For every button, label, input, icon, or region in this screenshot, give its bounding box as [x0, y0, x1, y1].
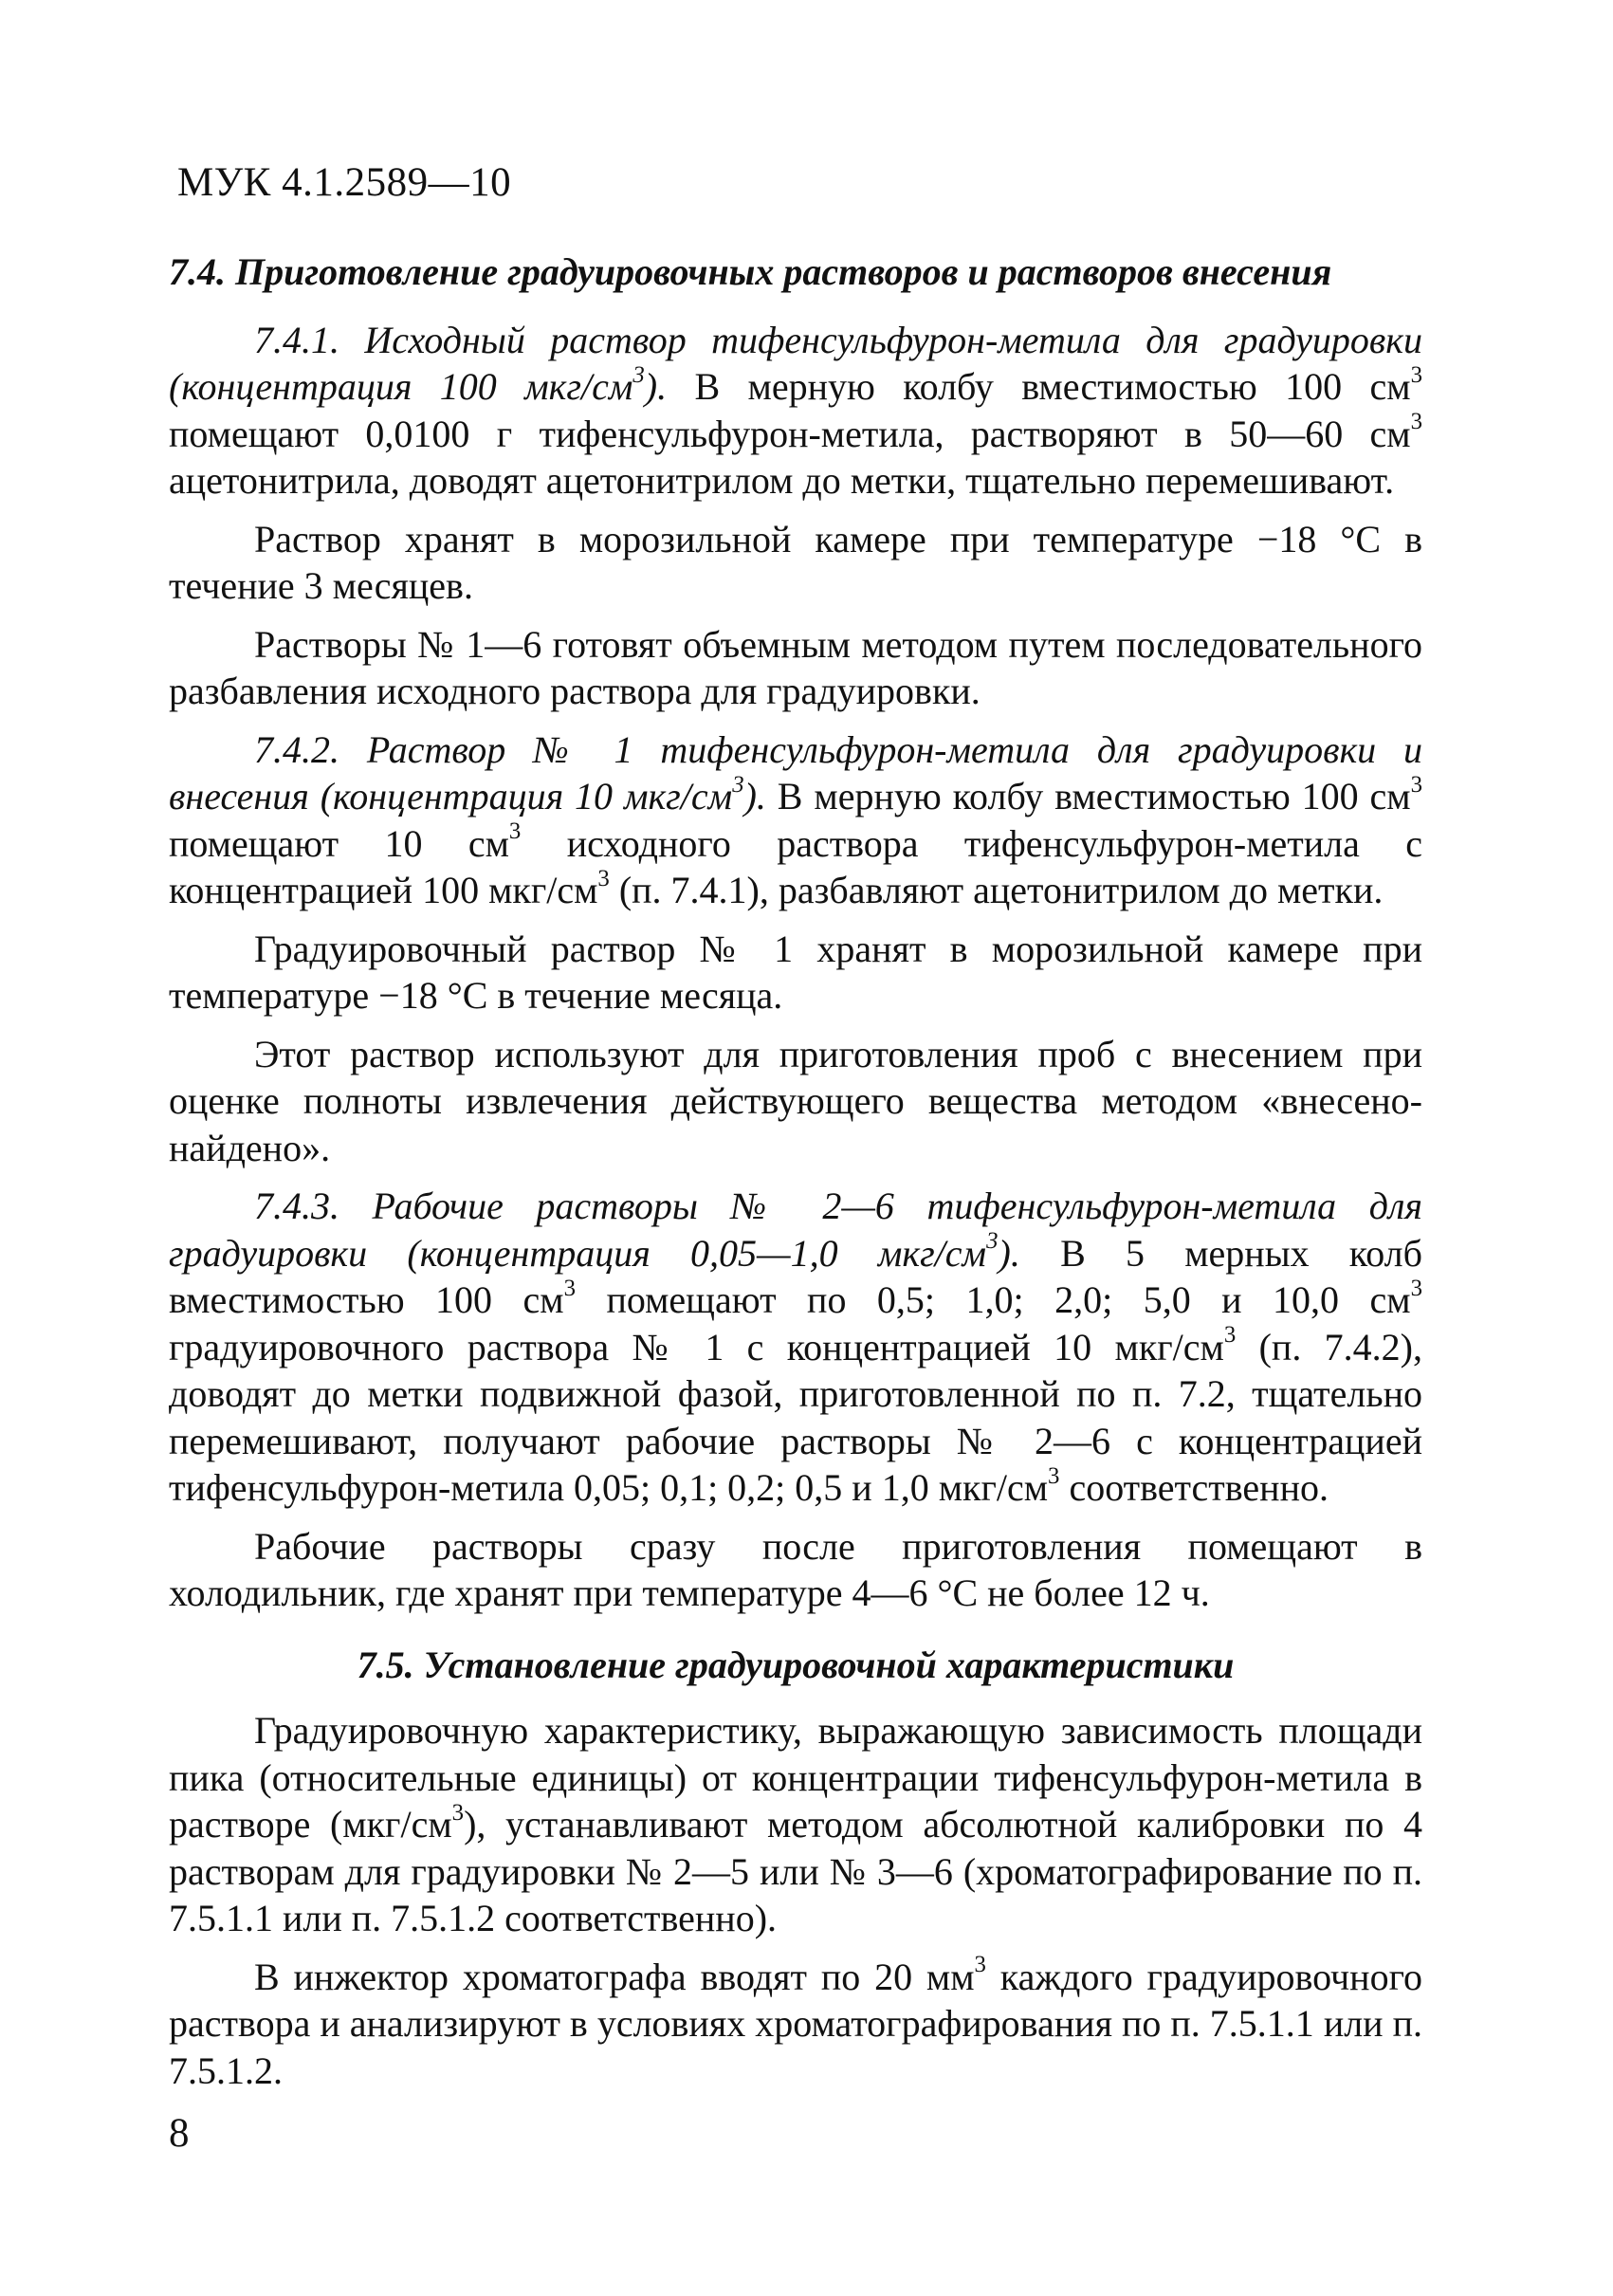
paragraph-7-4-2-heading: 7.4.2. Раствор № 1 тифенсульфурон-метила для градуировки и внесения (концентрация 10 мкг/$см^3$).: [169, 727, 1422, 817]
paragraph-7-4-1-heading: 7.4.1. Исходный раствор тифенсульфурон-метила для градуировки (концентрация 100 мкг/$см^3$).: [169, 318, 1422, 408]
paragraph-7-4-1: 7.4.1. Исходный раствор тифенсульфурон-метила для градуировки (концентрация 100 мкг/$см^3$). В мерную колбу вместимостью 100 $см^3$ помещают 0,0100 г тифенсульфурон-метила, растворяют в 50—60 $см^3$ ацетонитрила, доводят ацетонитрилом до метки, тщательно перемешивают.: [169, 318, 1422, 502]
paragraph-7-4-3: 7.4.3. Рабочие растворы № 2—6 тифенсульфурон-метила для градуировки (концентрация 0,05—1,0 мкг/$см^3$). В 5 мерных колб вместимостью 100 $см^3$ помещают по 0,5; 1,0; 2,0; 5,0 и 10,0 $см^3$ градуировочного раствора № 1 с концентрацией 10 мкг/$см^3$ (п. 7.4.2), доводят до метки подвижной фазой, приготовленной по п. 7.2, тщательно перемешивают, получают рабочие растворы № 2—6 с концентрацией тифенсульфурон-метила 0,05; 0,1; 0,2; 0,5 и 1,0 мкг/$см^3$ соответственно.: [169, 1185, 1422, 1509]
paragraph-storage: Раствор хранят в морозильной камере при температуре −18 °С в течение 3 месяцев.: [169, 517, 1422, 607]
paragraph-injection: В инжектор хроматографа вводят по 20 $мм^3$ каждого градуировочного раствора и анализируют в условиях хроматографирования по п. 7.5.1.1 или п. 7.5.1.2.: [169, 1952, 1422, 2092]
paragraph-7-4-2: 7.4.2. Раствор № 1 тифенсульфурон-метила для градуировки и внесения (концентрация 10 мкг/$см^3$). В мерную колбу вместимостью 100 $см^3$ помещают 10 $см^3$ исходного раствора тифенсульфурон-метила с концентрацией 100 мкг/$см^3$ (п. 7.4.1), разбавляют ацетонитрилом до метки.: [169, 727, 1423, 911]
paragraph-solutions: Растворы № 1—6 готовят объемным методом путем последовательного разбавления исходного раствора для градуировки.: [169, 622, 1422, 712]
section-7-5-title: 7.5. Установление градуировочной характеристики: [357, 1643, 1235, 1686]
paragraph-grad-solution-1: Градуировочный раствор № 1 хранят в морозильной камере при температуре −18 °С в течение месяца.: [169, 927, 1422, 1017]
section-7-4-title: 7.4. Приготовление градуировочных растворов и растворов внесения: [169, 250, 1332, 293]
paragraph-working-solutions: Рабочие растворы сразу после приготовления помещают в холодильник, где хранят при температуре 4—6 °С не более 12 ч.: [169, 1524, 1422, 1614]
page-number: 8: [169, 2111, 190, 2156]
paragraph-usage: Этот раствор используют для приготовления проб с внесением при оценке полноты извлечения действующего вещества методом «внесено-найдено».: [169, 1032, 1422, 1169]
paragraph-calibration: Градуировочную характеристику, выражающую зависимость площади пика (относительные единицы) от концентрации тифенсульфурон-метила в растворе $(мкг/см^3)$, устанавливают методом абсолютной калибровки по 4 растворам для градуировки № 2—5 или № 3—6 (хроматографирование по п. 7.5.1.1 или п. 7.5.1.2 соответственно).: [169, 1709, 1422, 1939]
document-header: МУК 4.1.2589—10: [177, 160, 512, 205]
document-body: [169, 248, 1422, 2105]
paragraph-7-4-3-heading: 7.4.3. Рабочие растворы № 2—6 тифенсульфурон-метила для градуировки (концентрация 0,05—1,0 мкг/$см^3$).: [169, 1185, 1422, 1275]
